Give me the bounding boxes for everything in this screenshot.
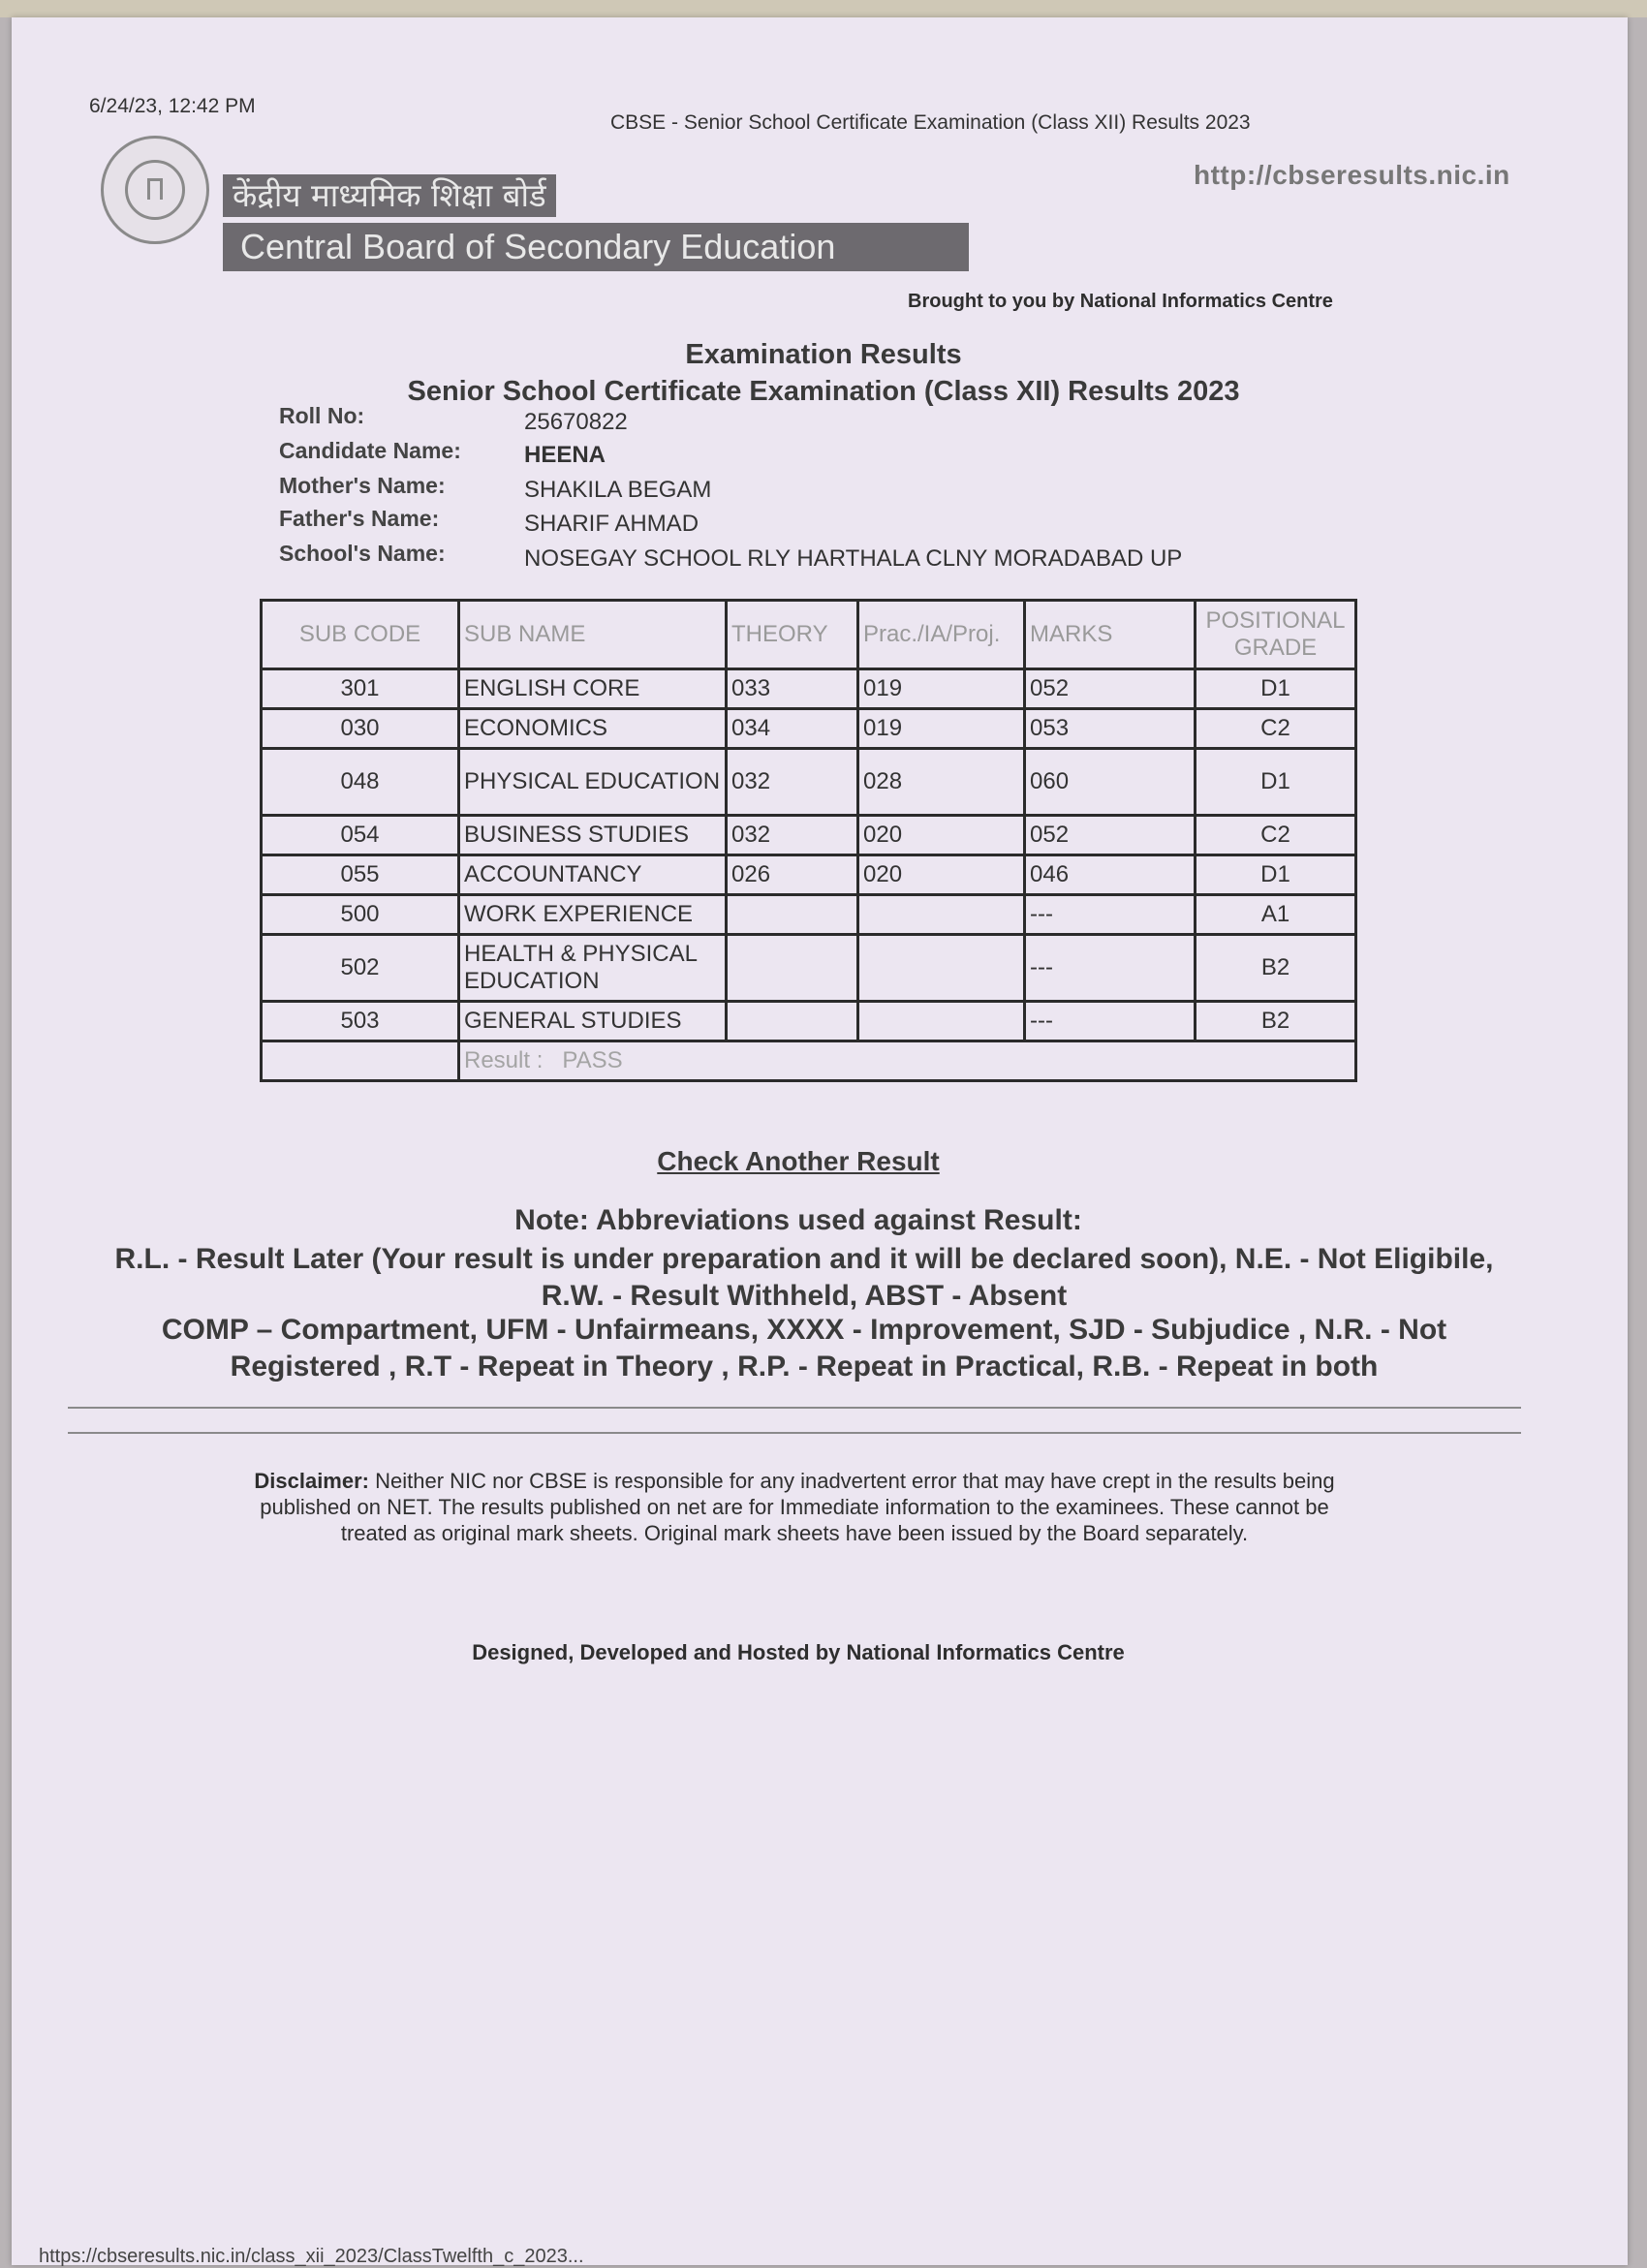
cbse-logo	[101, 136, 209, 244]
practical-cell: 020	[858, 855, 1025, 895]
table-row	[262, 895, 1356, 935]
theory-cell	[727, 895, 858, 935]
theory-cell: 033	[727, 669, 858, 709]
practical-cell: 028	[858, 749, 1025, 816]
practical-cell: 020	[858, 816, 1025, 855]
result-row	[262, 1041, 1356, 1081]
school-name-label: School's Name:	[279, 541, 446, 566]
father-name-value: SHARIF AHMAD	[524, 511, 699, 537]
sub-code-cell: 500	[262, 895, 459, 935]
grade-cell: B2	[1196, 1002, 1356, 1041]
mother-name-value: SHAKILA BEGAM	[524, 477, 712, 503]
disclaimer-label: Disclaimer:	[254, 1469, 369, 1493]
designed-by-text: Designed, Developed and Hosted by National Informatics Centre	[472, 1640, 1125, 1664]
disclaimer-text: Neither NIC nor CBSE is responsible for any inadvertent error that may have crept in the results being published on NET. The results published on net are for Immediate information to the examinees. These cannot be treated as original mark sheets. Original mark sheets have been issued by the Board separately.	[260, 1469, 1335, 1545]
candidate-name-label: Candidate Name:	[279, 438, 461, 463]
practical-cell: 019	[858, 669, 1025, 709]
table-row	[262, 935, 1356, 1002]
brought-by-text: Brought to you by National Informatics Centre	[908, 291, 1333, 312]
sub-name-cell: BUSINESS STUDIES	[459, 816, 727, 855]
board-name-hindi: केंद्रीय माध्यमिक शिक्षा बोर्ड	[223, 174, 556, 217]
print-footer-url: https://cbseresults.nic.in/class_xii_2023/ClassTwelfth_c_2023...	[39, 2246, 584, 2267]
practical-cell: 019	[858, 709, 1025, 749]
marks-cell: 046	[1025, 855, 1196, 895]
marks-cell: ---	[1025, 1002, 1196, 1041]
board-name-english: Central Board of Secondary Education	[223, 223, 969, 271]
table-header-row	[262, 601, 1356, 669]
divider-line	[68, 1432, 1521, 1434]
sub-name-cell: PHYSICAL EDUCATION	[459, 749, 727, 816]
grade-cell: D1	[1196, 855, 1356, 895]
sub-code-cell: 048	[262, 749, 459, 816]
sub-code-cell: 054	[262, 816, 459, 855]
abbreviations-line-4: Registered , R.T - Repeat in Theory , R.P. - Repeat in Practical, R.B. - Repeat in both	[230, 1351, 1379, 1383]
col-header-sub-name: SUB NAME	[459, 601, 727, 669]
grade-cell: B2	[1196, 935, 1356, 1002]
result-cell	[459, 1041, 1356, 1081]
col-header-practical: Prac./IA/Proj.	[858, 601, 1025, 669]
theory-cell: 032	[727, 816, 858, 855]
grade-cell: A1	[1196, 895, 1356, 935]
sub-name-cell: HEALTH & PHYSICAL EDUCATION	[459, 935, 727, 1002]
result-label: Result :	[464, 1047, 544, 1073]
sub-name-cell: ECONOMICS	[459, 709, 727, 749]
roll-no-value: 25670822	[524, 409, 628, 435]
grade-cell: C2	[1196, 816, 1356, 855]
practical-cell	[858, 895, 1025, 935]
disclaimer	[252, 1468, 1337, 1546]
sub-name-cell: GENERAL STUDIES	[459, 1002, 727, 1041]
sub-code-cell: 030	[262, 709, 459, 749]
site-url-link[interactable]: http://cbseresults.nic.in	[1194, 160, 1510, 190]
theory-cell: 032	[727, 749, 858, 816]
theory-cell	[727, 935, 858, 1002]
marks-cell: 052	[1025, 669, 1196, 709]
abbreviations-line-1: R.L. - Result Later (Your result is under preparation and it will be declared soon), N.E. - Not Eligibile,	[114, 1243, 1494, 1275]
col-header-sub-code: SUB CODE	[262, 601, 459, 669]
table-row	[262, 855, 1356, 895]
sub-code-cell: 055	[262, 855, 459, 895]
grade-cell: D1	[1196, 669, 1356, 709]
col-header-marks: MARKS	[1025, 601, 1196, 669]
table-row	[262, 709, 1356, 749]
school-name-value: NOSEGAY SCHOOL RLY HARTHALA CLNY MORADABAD UP	[524, 545, 1183, 572]
marks-cell: 060	[1025, 749, 1196, 816]
grade-cell: C2	[1196, 709, 1356, 749]
abbreviations-line-2: R.W. - Result Withheld, ABST - Absent	[541, 1280, 1068, 1312]
sub-code-cell: 502	[262, 935, 459, 1002]
marks-cell: 052	[1025, 816, 1196, 855]
marks-cell: ---	[1025, 895, 1196, 935]
result-spacer-cell	[262, 1041, 459, 1081]
check-another-result-link[interactable]: Check Another Result	[657, 1146, 940, 1176]
theory-cell: 034	[727, 709, 858, 749]
col-header-grade: POSITIONAL GRADE	[1196, 601, 1356, 669]
father-name-label: Father's Name:	[279, 506, 440, 531]
theory-cell: 026	[727, 855, 858, 895]
print-datetime: 6/24/23, 12:42 PM	[89, 95, 256, 117]
theory-cell	[727, 1002, 858, 1041]
table-row	[262, 669, 1356, 709]
print-page-title: CBSE - Senior School Certificate Examination (Class XII) Results 2023	[610, 111, 1251, 134]
table-row	[262, 749, 1356, 816]
table-row	[262, 816, 1356, 855]
marks-cell: ---	[1025, 935, 1196, 1002]
marks-cell: 053	[1025, 709, 1196, 749]
divider-line	[68, 1407, 1521, 1409]
abbreviations-line-3: COMP – Compartment, UFM - Unfairmeans, XXXX - Improvement, SJD - Subjudice , N.R. - Not	[161, 1314, 1447, 1346]
abbreviations-heading: Note: Abbreviations used against Result:	[514, 1204, 1082, 1236]
exam-subheading: Senior School Certificate Examination (Class XII) Results 2023	[407, 376, 1240, 407]
marks-table	[260, 599, 1357, 1082]
candidate-name-value: HEENA	[524, 442, 606, 468]
practical-cell	[858, 935, 1025, 1002]
practical-cell	[858, 1002, 1025, 1041]
sub-name-cell: ACCOUNTANCY	[459, 855, 727, 895]
grade-cell: D1	[1196, 749, 1356, 816]
sub-name-cell: WORK EXPERIENCE	[459, 895, 727, 935]
exam-heading: Examination Results	[685, 339, 962, 370]
roll-no-label: Roll No:	[279, 403, 365, 428]
sub-code-cell: 503	[262, 1002, 459, 1041]
table-row	[262, 1002, 1356, 1041]
result-value: PASS	[562, 1047, 623, 1073]
sub-name-cell: ENGLISH CORE	[459, 669, 727, 709]
sub-code-cell: 301	[262, 669, 459, 709]
col-header-theory: THEORY	[727, 601, 858, 669]
mother-name-label: Mother's Name:	[279, 473, 446, 498]
